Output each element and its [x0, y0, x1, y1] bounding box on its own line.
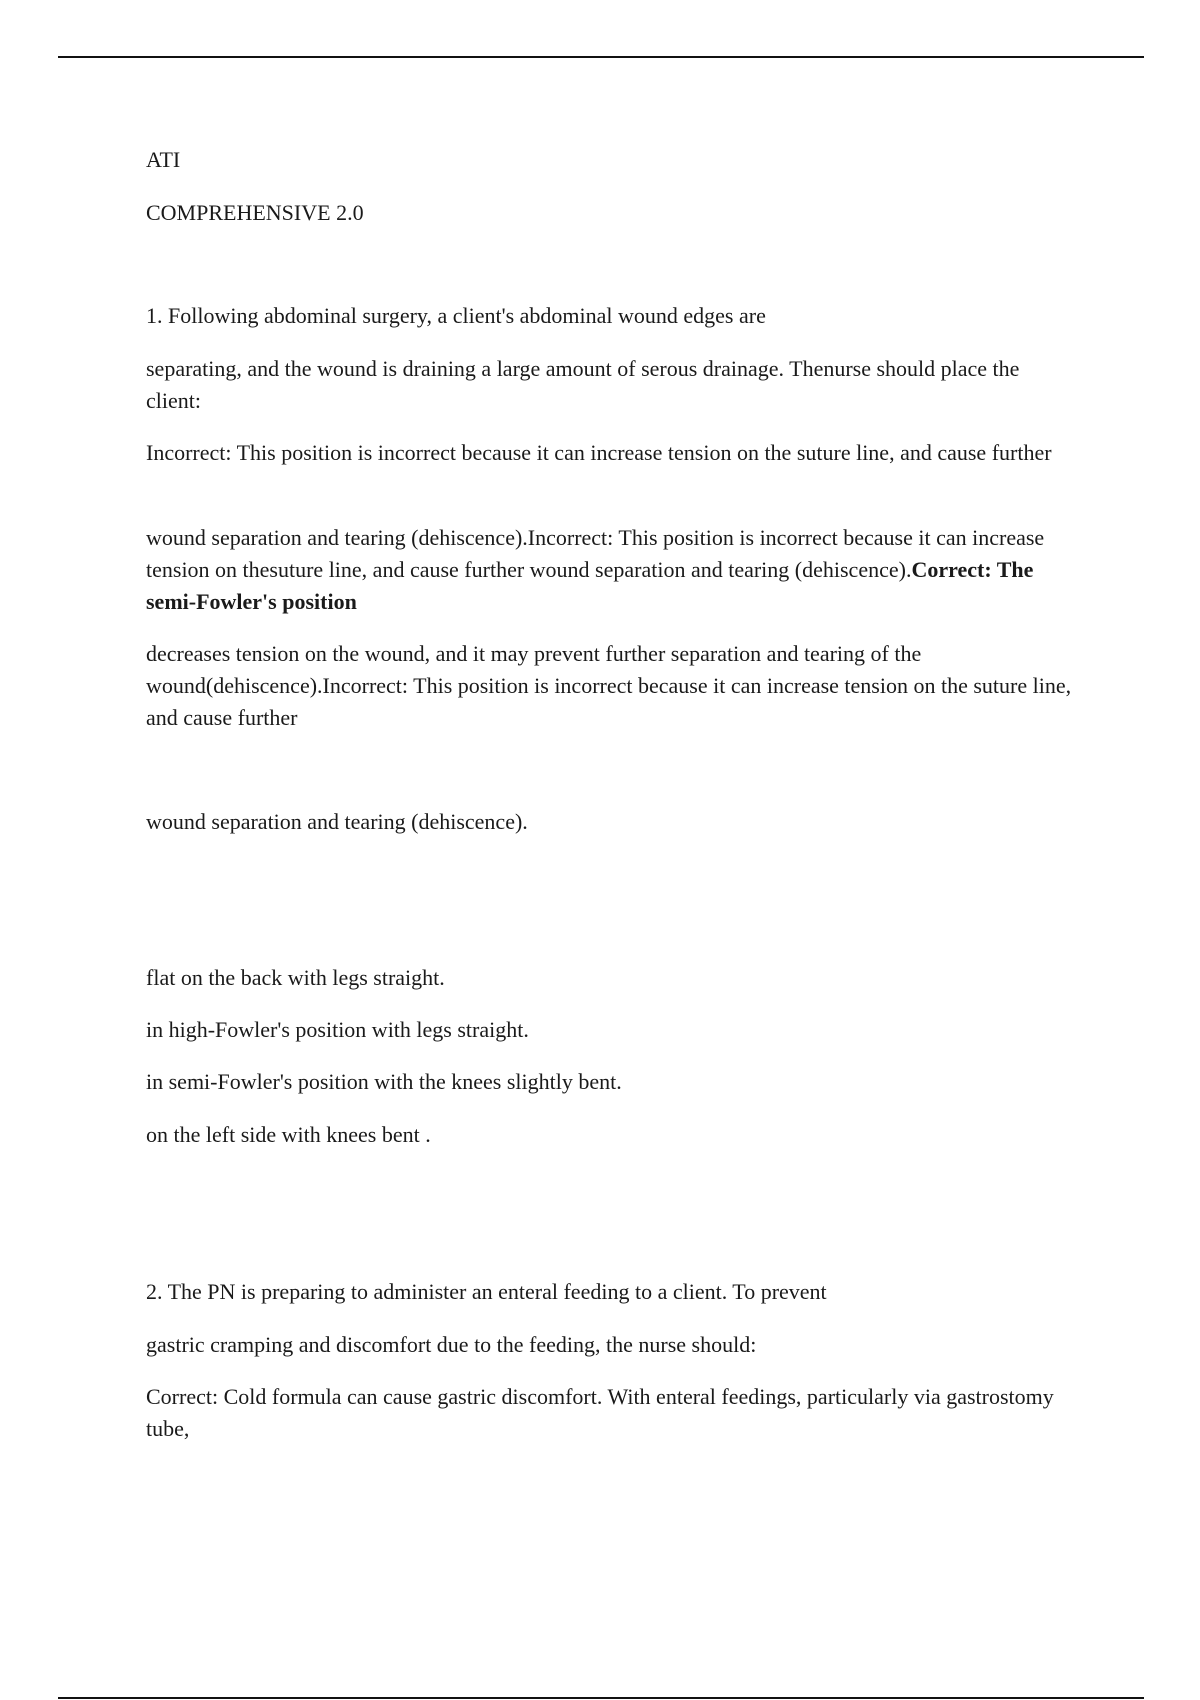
- q1-rationale-4: wound separation and tearing (dehiscence).: [146, 809, 528, 834]
- q1-option-d: on the left side with knees bent .: [146, 1122, 431, 1147]
- doc-title: ATI: [146, 147, 181, 172]
- q1-stem-line1: 1. Following abdominal surgery, a client's abdominal wound edges are: [146, 303, 766, 328]
- q1-rationale-1: Incorrect: This position is incorrect because it can increase tension on the suture line, and cause further: [146, 440, 1052, 465]
- bottom-rule: [58, 1697, 1144, 1699]
- top-rule: [58, 56, 1144, 58]
- q1-rationale-2-text: wound separation and tearing (dehiscence).Incorrect: This position is incorrect because it can increase tension on thesuture line, and cause further wound separation and tearing (dehiscence).: [146, 525, 1045, 582]
- q1-option-a: flat on the back with legs straight.: [146, 965, 445, 990]
- q1-option-b: in high-Fowler's position with legs straight.: [146, 1017, 529, 1042]
- doc-subtitle: COMPREHENSIVE 2.0: [146, 200, 364, 225]
- q1-rationale-2: [146, 522, 1076, 618]
- q2-stem-line2: gastric cramping and discomfort due to the feeding, the nurse should:: [146, 1332, 757, 1357]
- q1-rationale-3: decreases tension on the wound, and it may prevent further separation and tearing of the wound(dehiscence).Incorrect: This position is incorrect because it can increase tension on the suture line, and cause further: [146, 641, 1072, 730]
- q2-stem-line1: 2. The PN is preparing to administer an enteral feeding to a client. To prevent: [146, 1279, 827, 1304]
- q2-rationale-1: Correct: Cold formula can cause gastric discomfort. With enteral feedings, particularly via gastrostomy tube,: [146, 1384, 1054, 1441]
- q1-stem-line2: separating, and the wound is draining a large amount of serous drainage. Thenurse should place the client:: [146, 356, 1020, 413]
- q1-correct-answer: Correct: The semi-Fowler's position: [146, 557, 1034, 614]
- q1-option-c: in semi-Fowler's position with the knees slightly bent.: [146, 1069, 622, 1094]
